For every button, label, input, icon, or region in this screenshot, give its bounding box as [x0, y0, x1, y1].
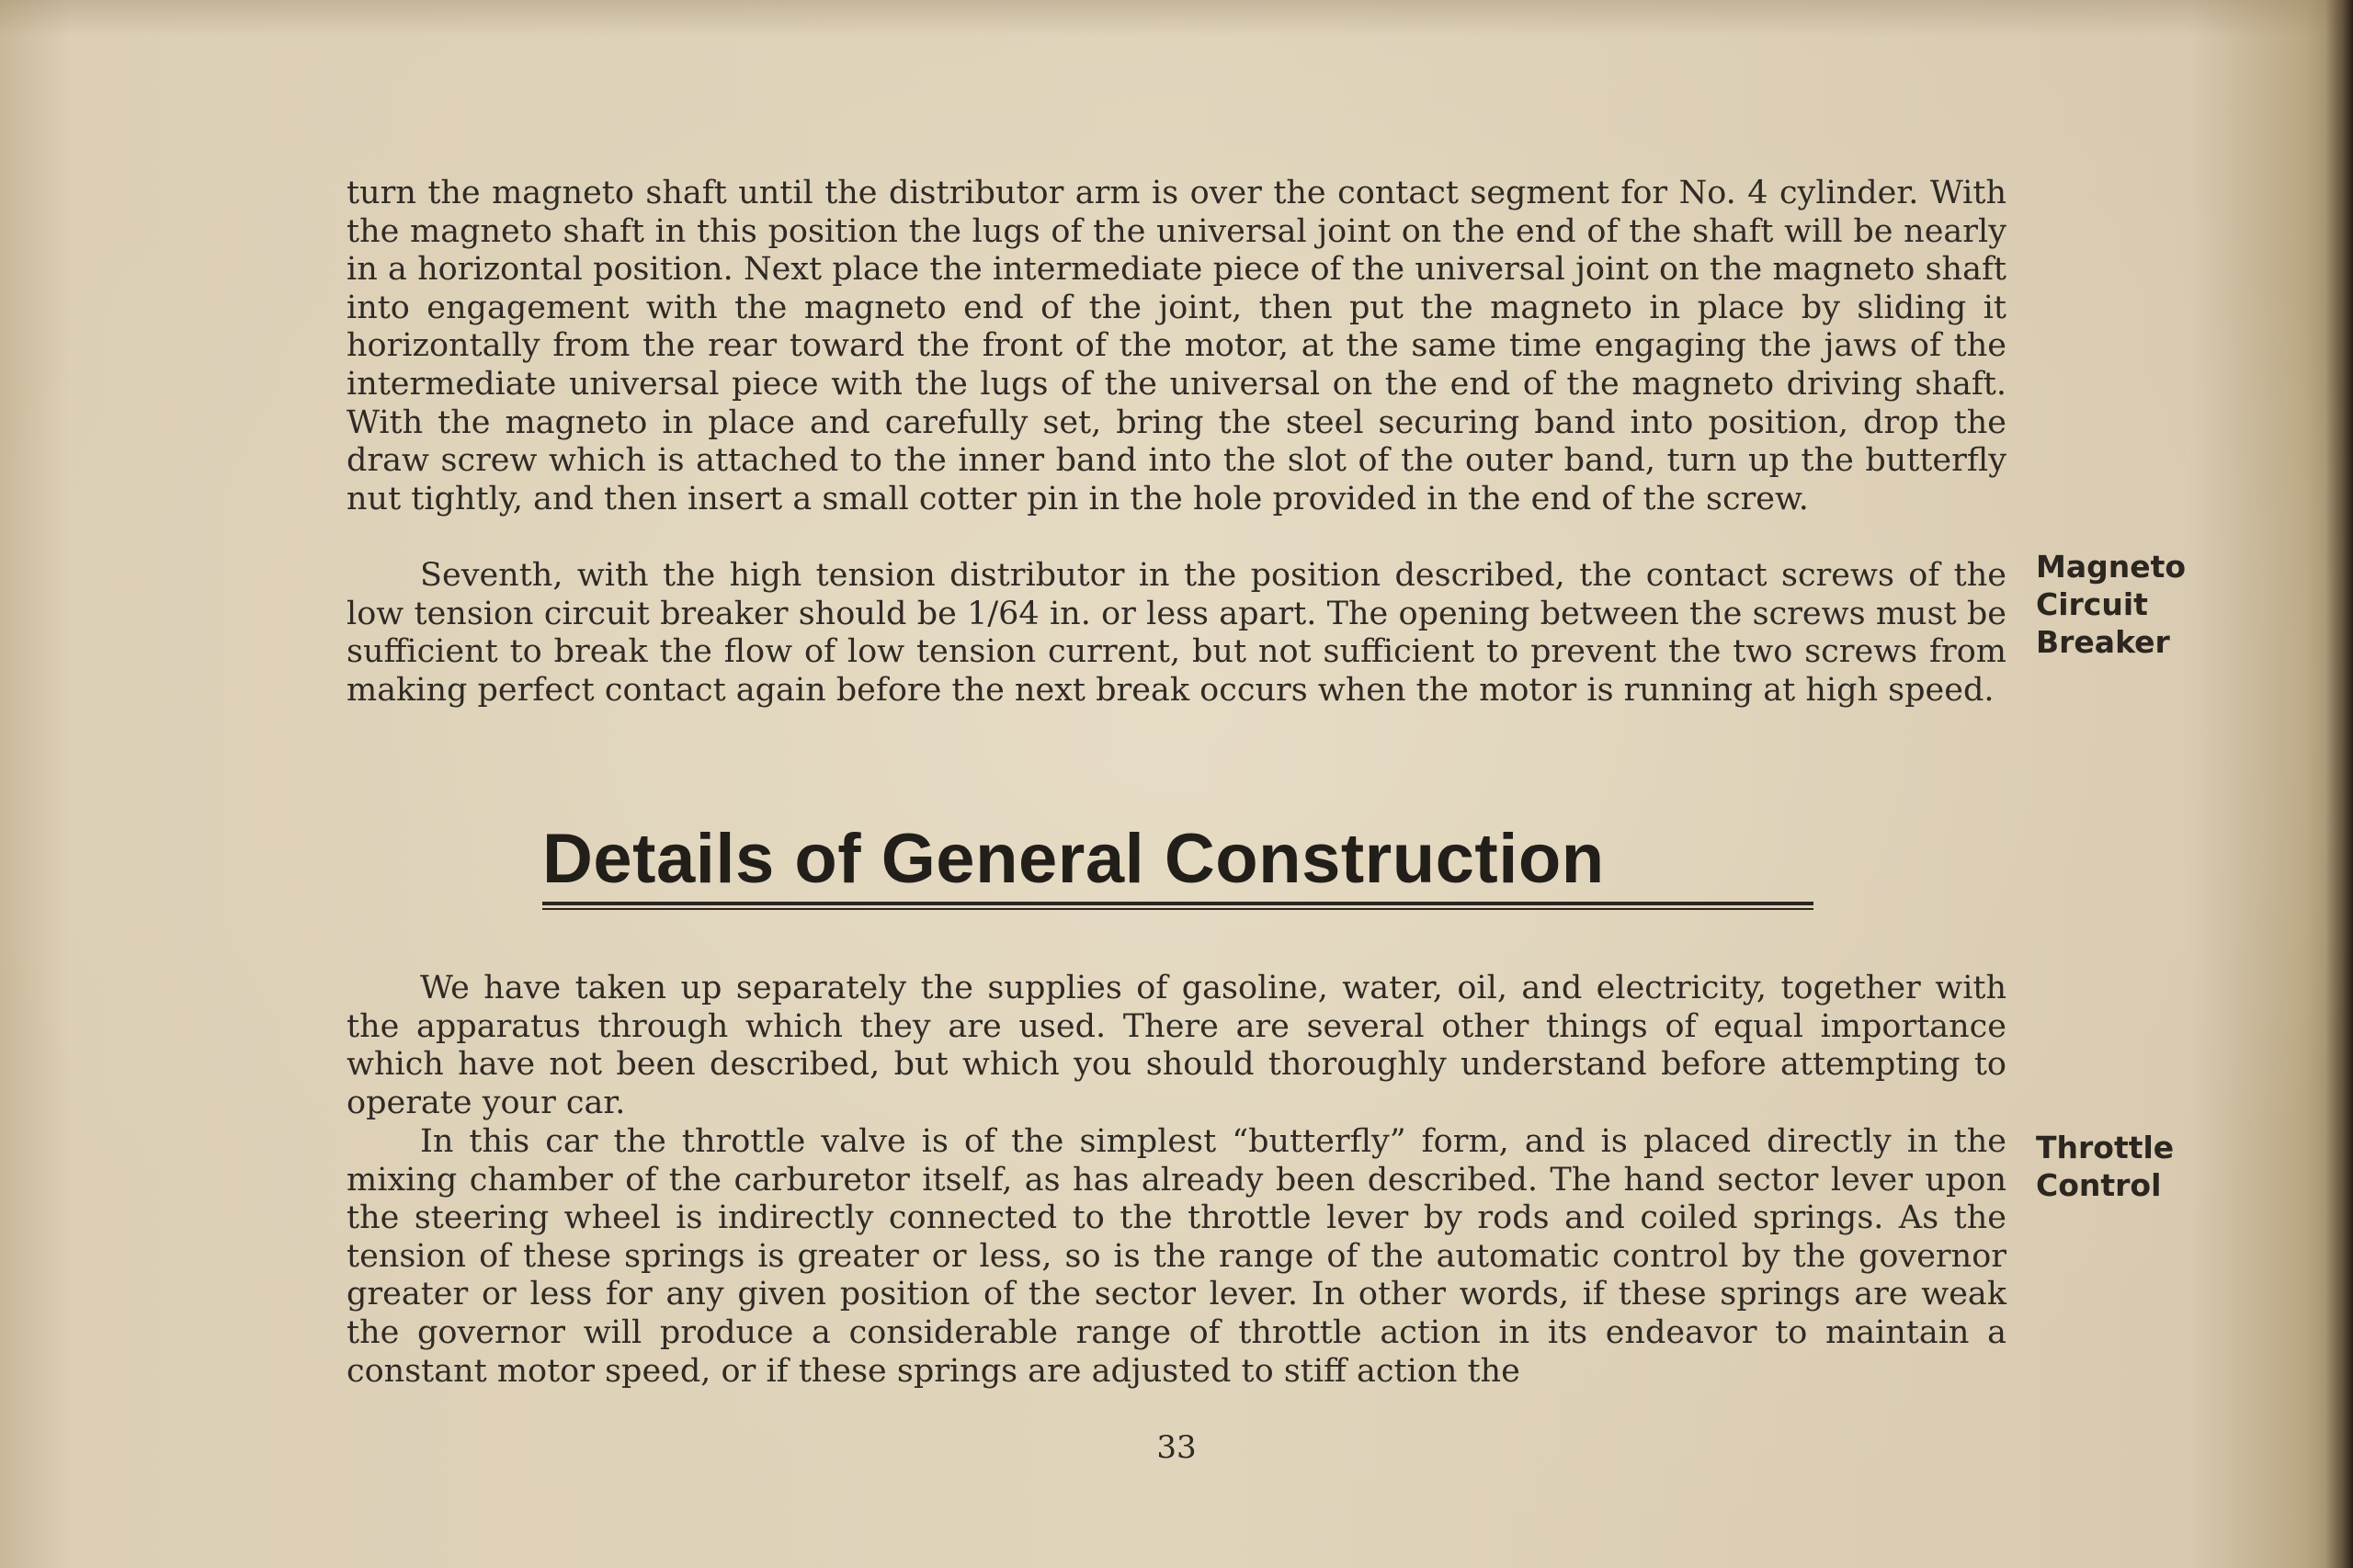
margin-note-line: Control: [2036, 1167, 2162, 1203]
margin-note-magneto-circuit-breaker: [2036, 548, 2186, 661]
page-number: 33: [1156, 1429, 1197, 1466]
margin-note-line: Breaker: [2036, 624, 2170, 660]
paragraph-circuit-breaker: Seventh, with the high tension distributor in the position described, the contact screws of the low tension circuit breaker should be 1/64 in. or less apart. The opening between the screws must be sufficient to break the flow of low tension current, but not sufficient to prevent the two screws from making perfect contact again before the next break occurs when the motor is running at high speed.: [347, 557, 2006, 709]
heading-rule-bottom: [542, 908, 1813, 910]
margin-note-line: Throttle: [2036, 1130, 2175, 1165]
margin-note-throttle-control: [2036, 1129, 2174, 1204]
margin-note-line: Circuit: [2036, 586, 2148, 622]
paragraph-throttle-control: In this car the throttle valve is of the simplest “butterfly” form, and is placed directly in the mixing chamber of the carburetor itself, as has already been described. The hand sector lever upon the steering wheel is indirectly connected to the throttle lever by rods and coiled springs. As the tension of these springs is greater or less, so is the range of the automatic control by the governor greater or less for any given position of the sector lever. In other words, if these springs are weak the governor will produce a considerable range of throttle action in its endeavor to maintain a constant motor speed, or if these springs are adjusted to stiff action the: [347, 1123, 2006, 1390]
page-binding-edge: [2325, 0, 2353, 1568]
heading-rule-top: [542, 902, 1813, 905]
paragraph-general-construction-intro: We have taken up separately the supplies of gasoline, water, oil, and electricity, together with the apparatus through which they are used. There are several other things of equal importance which have not been described, but which you should thoroughly understand before attempting to operate your car.: [347, 970, 2006, 1121]
margin-note-line: Magneto: [2036, 549, 2187, 585]
page-top-shadow: [0, 0, 2353, 37]
paragraph-magneto-installation: turn the magneto shaft until the distributor arm is over the contact segment for No. 4 cylinder. With the magneto shaft in this position the lugs of the universal joint on the end of the shaft will be nearly in a horizontal position. Next place the intermediate piece of the universal joint on the magneto shaft into engagement with the magneto end of the joint, then put the magneto in place by sliding it horizontally from the rear toward the front of the motor, at the same time engaging the jaws of the intermediate universal piece with the lugs of the universal on the end of the magneto driving shaft. With the magneto in place and carefully set, bring the steel securing band into position, drop the draw screw which is attached to the inner band into the slot of the outer band, turn up the butterfly nut tightly, and then insert a small cotter pin in the hole provided in the end of the screw.: [347, 175, 2006, 517]
section-heading: Details of General Construction: [542, 820, 1605, 898]
